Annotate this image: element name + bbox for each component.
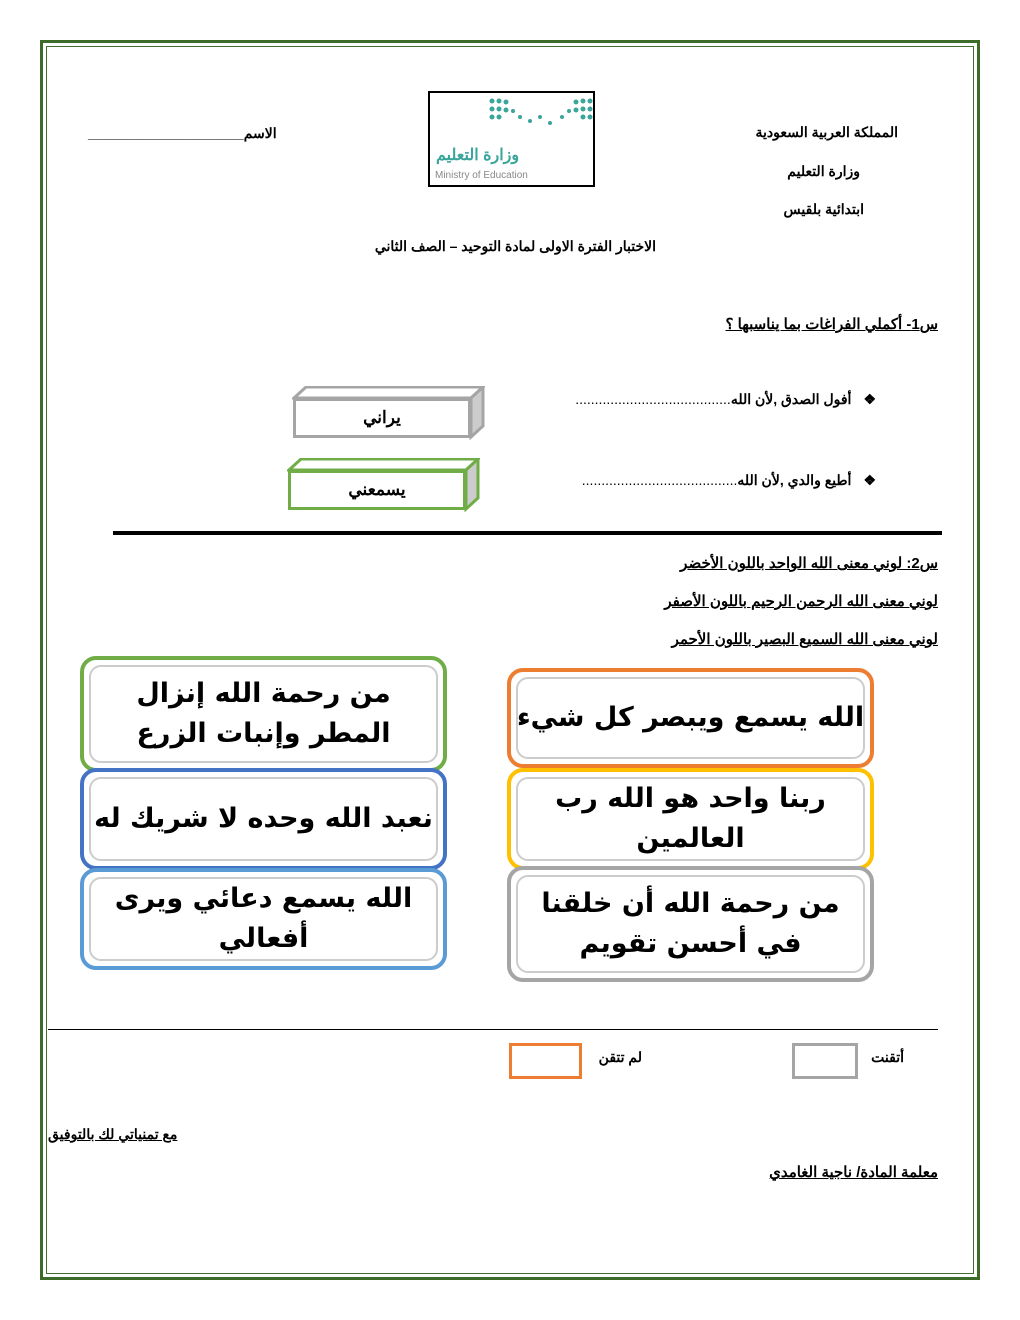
ministry-label: وزارة التعليم	[787, 163, 860, 179]
wishes-text: مع تمنياتي لك بالتوفيق	[48, 1126, 178, 1142]
q1-title: س1- أكملي الفراغات بما يناسبها ؟	[725, 316, 938, 333]
legend-divider	[48, 1029, 938, 1030]
q2-line-1: س2: لوني معنى الله الواحد باللون الأخضر	[680, 555, 938, 572]
country-label: المملكة العربية السعودية	[755, 124, 898, 140]
q1-item-2: ❖أطيع والدي ,لأن الله........................................	[581, 472, 876, 488]
logo-arabic-text: وزارة التعليم	[436, 147, 520, 164]
q2-line-2: لوني معنى الله الرحمن الرحيم باللون الأصفر	[664, 593, 938, 610]
meaning-card[interactable]: من رحمة الله إنزال المطر وإنبات الزرع	[80, 656, 447, 772]
q2-line-3: لوني معنى الله السميع البصير باللون الأحمر	[671, 631, 938, 648]
logo-english-text: Ministry of Education	[435, 170, 528, 181]
answer-box-yasmaani[interactable]: يسمعني	[288, 470, 466, 510]
meaning-card[interactable]: ربنا واحد هو الله رب العالمين	[507, 768, 874, 870]
mastered-swatch	[792, 1043, 858, 1079]
meaning-card[interactable]: من رحمة الله أن خلقنا في أحسن تقويم	[507, 866, 874, 982]
answer-box-yarani[interactable]: يراني	[293, 398, 471, 438]
ministry-logo	[428, 91, 595, 187]
school-label: ابتدائية بلقيس	[783, 201, 864, 217]
not-mastered-label: لم تتقن	[598, 1049, 642, 1065]
teacher-name: معلمة المادة/ ناجية الغامدي	[769, 1164, 938, 1181]
exam-title: الاختبار الفترة الاولى لمادة التوحيد – الصف الثاني	[374, 238, 656, 254]
meaning-card[interactable]: نعبد الله وحده لا شريك له	[80, 768, 447, 870]
meaning-card[interactable]: الله يسمع ويبصر كل شيء	[507, 668, 874, 768]
q1-item-1: ❖أفول الصدق ,لأن الله........................................	[575, 391, 876, 407]
meaning-card[interactable]: الله يسمع دعائي ويرى أفعالي	[80, 868, 447, 970]
mastered-label: أتقنت	[871, 1049, 904, 1065]
not-mastered-swatch	[509, 1043, 582, 1079]
name-field[interactable]: ____________________الاسم	[88, 125, 277, 141]
section-divider	[113, 531, 942, 535]
